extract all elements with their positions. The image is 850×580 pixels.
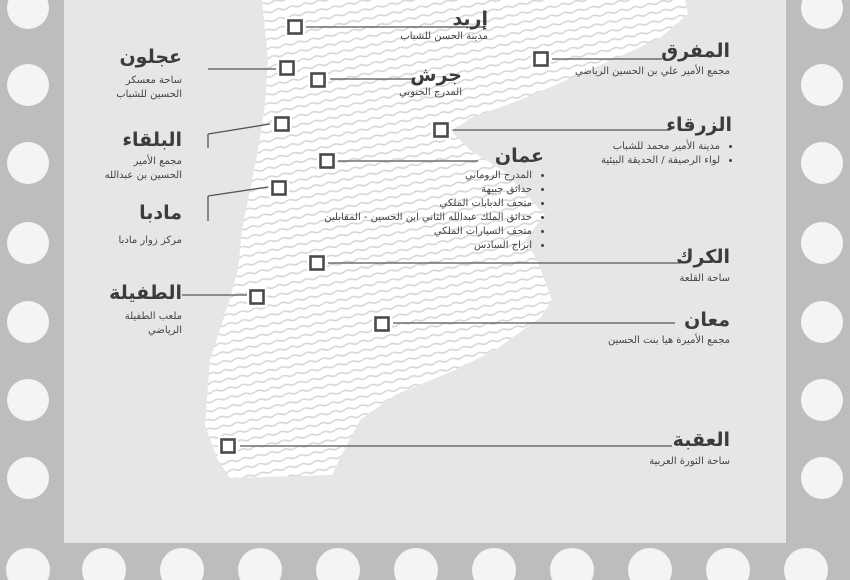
city-name: العقبة [672, 429, 730, 451]
city-label-irbid [330, 8, 488, 44]
city-name: عجلون [119, 46, 182, 68]
city-bullet: • متحف الدبابات الملكي [300, 197, 532, 211]
city-bullet: • مدينة الأمير محمد للشباب [560, 140, 720, 154]
city-label-balqa [70, 129, 182, 183]
city-detail: مدينة الحسن للشباب [400, 31, 488, 42]
city-bullet: • حدائق الملك عبدالله الثاني ابن الحسين - المقابلين [300, 211, 532, 225]
city-label-ajloun [70, 46, 182, 102]
city-name: معان [684, 309, 730, 331]
city-label-tafilah [70, 282, 182, 338]
city-name: المفرق [661, 40, 730, 62]
city-label-zarqa [560, 114, 732, 168]
city-label-karak [580, 246, 730, 286]
city-name: إربد [452, 8, 488, 30]
city-name: عمان [494, 145, 544, 167]
city-detail: ساحة معسكر [125, 75, 182, 86]
city-bullet: • حدائق جبيهة [300, 183, 532, 197]
city-detail: ساحة القلعة [679, 273, 730, 284]
city-detail: ملعب الطفيلة [124, 311, 182, 322]
city-bullet: • المدرج الروماني [300, 169, 532, 183]
city-name: الطفيلة [109, 282, 182, 304]
city-label-madaba [70, 202, 182, 248]
city-detail: المدرج الجنوبي [399, 87, 462, 98]
city-name: جرش [410, 64, 462, 86]
city-detail: الرياضي [148, 325, 182, 336]
city-label-jerash [340, 64, 462, 100]
city-name: الكرك [676, 246, 730, 268]
city-detail: ساحة الثورة العربية [649, 456, 730, 467]
city-bullet: • ابراج السادس [300, 239, 532, 253]
city-label-amman [300, 145, 544, 253]
city-detail: الحسين بن عبدالله [104, 170, 182, 181]
city-detail: مركز زوار مادبا [118, 235, 182, 246]
city-label-maan [560, 309, 730, 348]
city-detail: مجمع الأميرة هيا بنت الحسين [607, 335, 730, 346]
city-bullet: • لواء الرصيفة / الحديقة البيئية [560, 154, 720, 168]
city-name: الزرقاء [666, 114, 732, 136]
city-name: البلقاء [122, 129, 182, 151]
city-name: مادبا [139, 202, 182, 224]
city-label-aqaba [580, 429, 730, 469]
city-detail: الحسين للشباب [116, 89, 182, 100]
city-bullet: • متحف السيارات الملكي [300, 225, 532, 239]
city-detail: مجمع الأمير [133, 156, 182, 167]
city-detail: مجمع الأمير علي بن الحسين الرياضي [574, 66, 730, 77]
city-label-mafraq [560, 40, 730, 79]
